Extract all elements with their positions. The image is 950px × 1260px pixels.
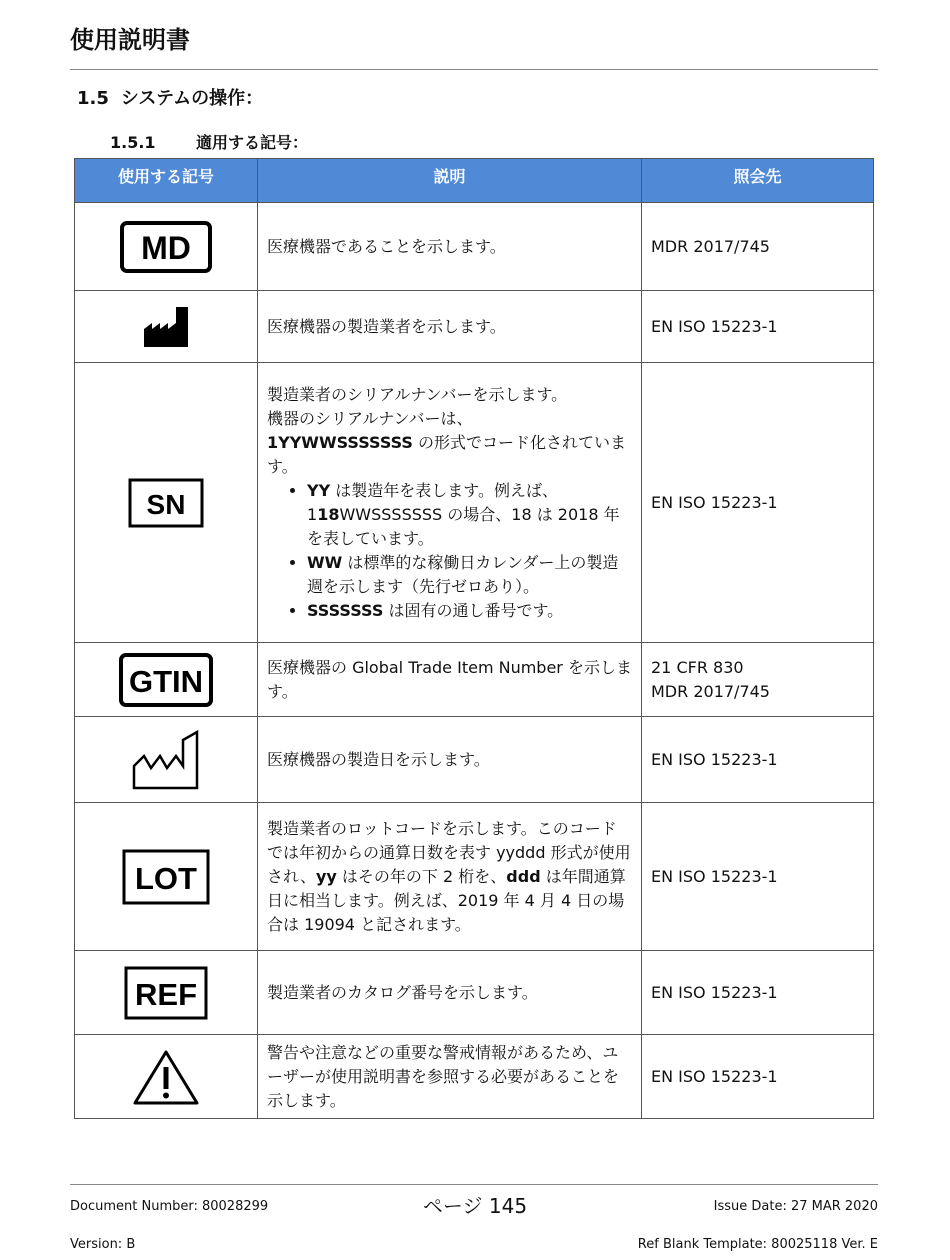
reference-cell: EN ISO 15223-1 xyxy=(642,951,874,1035)
serial-format-bullets xyxy=(267,479,632,623)
reference-cell: EN ISO 15223-1 xyxy=(642,717,874,803)
table-row xyxy=(75,1035,874,1119)
ref-symbol-icon xyxy=(124,966,208,1020)
header-divider xyxy=(70,69,878,70)
template-reference: Ref Blank Template: 80025118 Ver. E xyxy=(637,1237,878,1252)
reference-cell: EN ISO 15223-1 xyxy=(642,291,874,363)
table-row xyxy=(75,717,874,803)
symbol-cell xyxy=(75,803,258,951)
description-cell: 警告や注意などの重要な警戒情報があるため、ユーザーが使用説明書を参照する必要があることを示します。 xyxy=(258,1035,642,1119)
lot-symbol-icon xyxy=(122,849,210,905)
description-cell: 医療機器であることを示します。 xyxy=(258,203,642,291)
symbol-cell xyxy=(75,1035,258,1119)
description-line: 機器のシリアルナンバーは、 xyxy=(267,409,473,428)
description-cell: 製造業者のカタログ番号を示します。 xyxy=(258,951,642,1035)
subsection-heading xyxy=(110,130,308,153)
reference-cell: EN ISO 15223-1 xyxy=(642,1035,874,1119)
manufacturer-icon xyxy=(142,305,190,349)
column-header-reference: 照会先 xyxy=(642,159,874,203)
column-header-symbol: 使用する記号 xyxy=(75,159,258,203)
table-row xyxy=(75,291,874,363)
column-header-description: 説明 xyxy=(258,159,642,203)
table-row xyxy=(75,363,874,643)
description-line: 製造業者のシリアルナンバーを示します。 xyxy=(267,385,568,404)
symbol-cell xyxy=(75,951,258,1035)
description-cell: 医療機器の製造日を示します。 xyxy=(258,717,642,803)
table-row xyxy=(75,643,874,717)
description-cell: 医療機器の製造業者を示します。 xyxy=(258,291,642,363)
footer-divider xyxy=(70,1184,878,1185)
symbol-cell xyxy=(75,363,258,643)
list-item: • WW は標準的な稼働日カレンダー上の製造週を示します（先行ゼロあり）。 xyxy=(307,551,632,599)
description-cell: 医療機器の Global Trade Item Number を示します。 xyxy=(258,643,642,717)
md-symbol-icon xyxy=(120,221,212,273)
reference-line: 21 CFR 830 xyxy=(651,657,744,677)
serial-format-line: 1YYWWSSSSSSS の形式でコード化されています。 xyxy=(267,433,627,476)
list-item: • YY は製造年を表します。例えば、118WWSSSSSSS の場合、18 は 2018 年を表しています。 xyxy=(307,479,632,551)
symbols-table xyxy=(74,158,874,1119)
symbol-cell xyxy=(75,291,258,363)
gtin-symbol-icon xyxy=(119,653,213,707)
document-title: 使用説明書 xyxy=(70,26,190,54)
svg-text:LOT: LOT xyxy=(135,860,197,896)
reference-line: MDR 2017/745 xyxy=(651,681,770,701)
reference-cell: EN ISO 15223-1 xyxy=(642,803,874,951)
symbol-cell xyxy=(75,643,258,717)
section-number: 1.5 xyxy=(77,88,109,109)
reference-cell xyxy=(642,643,874,717)
section-heading xyxy=(77,84,263,110)
table-row xyxy=(75,203,874,291)
serial-format-code: 1YYWWSSSSSSS xyxy=(267,433,413,452)
version: Version: B xyxy=(70,1237,136,1252)
reference-cell: EN ISO 15223-1 xyxy=(642,363,874,643)
description-cell: 製造業者のロットコードを示します。このコードでは年初からの通算日数を表す yyddd 形式が使用され、yy はその年の下 2 桁を、ddd は年間通算日に相当します。例えば、2019 年 4 月 4 日の場合は 19094 と記されます。 xyxy=(258,803,642,951)
caution-icon xyxy=(132,1048,200,1106)
symbol-cell xyxy=(75,203,258,291)
table-header-row xyxy=(75,159,874,203)
issue-date: Issue Date: 27 MAR 2020 xyxy=(713,1199,878,1214)
svg-text:MD: MD xyxy=(141,229,191,266)
description-cell xyxy=(258,363,642,643)
svg-text:REF: REF xyxy=(135,976,197,1012)
svg-text:GTIN: GTIN xyxy=(128,663,204,699)
sn-symbol-icon xyxy=(128,478,204,528)
subsection-number: 1.5.1 xyxy=(110,133,156,152)
page-number: ページ 145 xyxy=(422,1194,528,1218)
reference-cell: MDR 2017/745 xyxy=(642,203,874,291)
document-number: Document Number: 80028299 xyxy=(70,1199,269,1214)
section-title: システムの操作： xyxy=(120,88,264,109)
table-row xyxy=(75,951,874,1035)
subsection-title: 適用する記号： xyxy=(196,133,309,152)
symbol-cell xyxy=(75,717,258,803)
svg-text:SN: SN xyxy=(146,488,186,520)
list-item: • SSSSSSS は固有の通し番号です。 xyxy=(307,599,632,623)
date-of-manufacture-icon xyxy=(131,728,201,792)
table-row xyxy=(75,803,874,951)
